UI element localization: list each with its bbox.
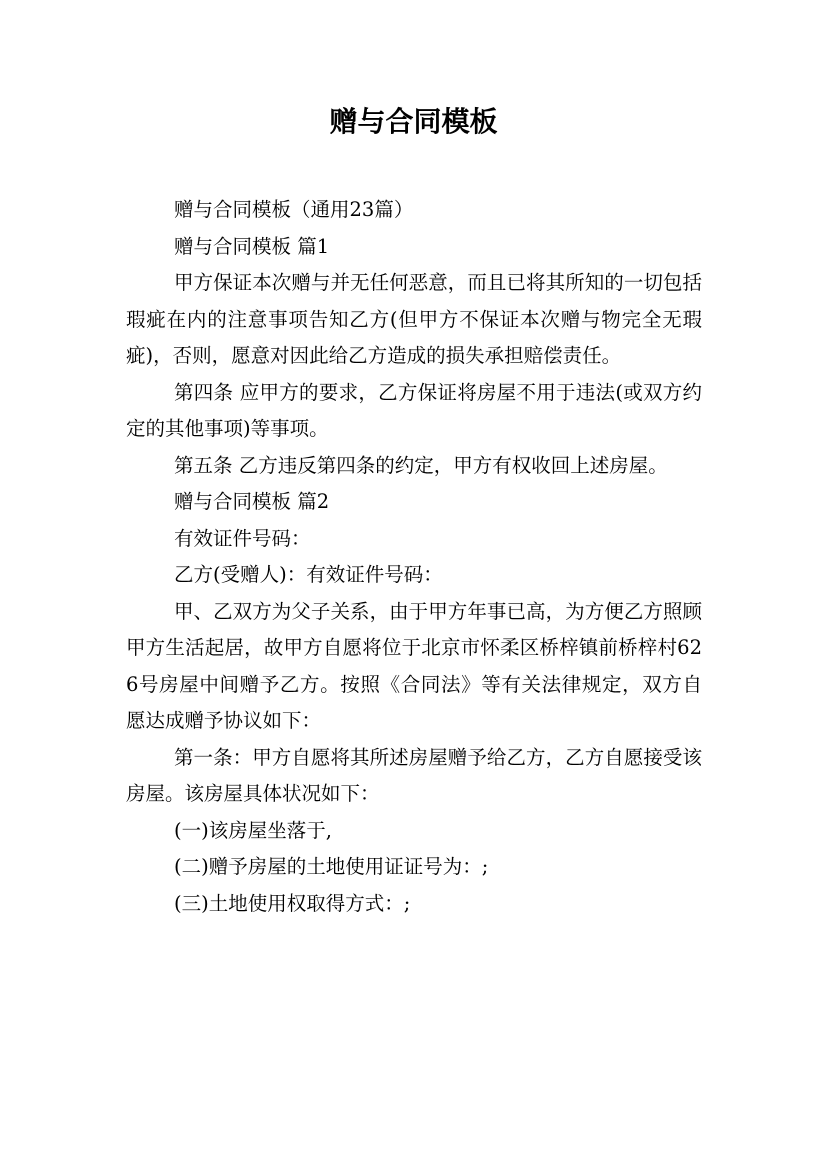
paragraph: 第四条 应甲方的要求，乙方保证将房屋不用于违法(或双方约定的其他事项)等事项。 — [126, 380, 702, 440]
paragraph-section-heading-1: 赠与合同模板 篇1 — [174, 234, 330, 258]
paragraph: 有效证件号码： — [174, 526, 311, 550]
paragraph-section-heading-2: 赠与合同模板 篇2 — [174, 490, 330, 513]
paragraph: 甲方保证本次赠与并无任何恶意，而且已将其所知的一切包括瑕疵在内的注意事项告知乙方(但甲方不保证本次赠与物完全无瑕疵)，否则，愿意对因此给乙方造成的损失承担赔偿责任。 — [126, 271, 702, 367]
paragraph: 乙方(受赠人)：有效证件号码： — [174, 563, 443, 586]
paragraph: (一)该房屋坐落于, — [174, 818, 332, 842]
document-body — [126, 192, 702, 922]
paragraph: 第五条 乙方违反第四条的约定，甲方有权收回上述房屋。 — [174, 453, 668, 477]
paragraph-subtitle: 赠与合同模板（通用23篇） — [174, 198, 414, 221]
document-title: 赠与合同模板 — [329, 105, 498, 138]
paragraph: 甲、乙双方为父子关系，由于甲方年事已高，为方便乙方照顾甲方生活起居，故甲方自愿将位于北京市怀柔区桥梓镇前桥梓村626号房屋中间赠予乙方。按照《合同法》等有关法律规定，双方自愿达成赠予协议如下： — [126, 599, 702, 732]
paragraph: (三)土地使用权取得方式：; — [174, 891, 411, 915]
paragraph: 第一条：甲方自愿将其所述房屋赠予给乙方，乙方自愿接受该房屋。该房屋具体状况如下： — [126, 745, 702, 805]
paragraph: (二)赠予房屋的土地使用证证号为：; — [174, 855, 489, 878]
